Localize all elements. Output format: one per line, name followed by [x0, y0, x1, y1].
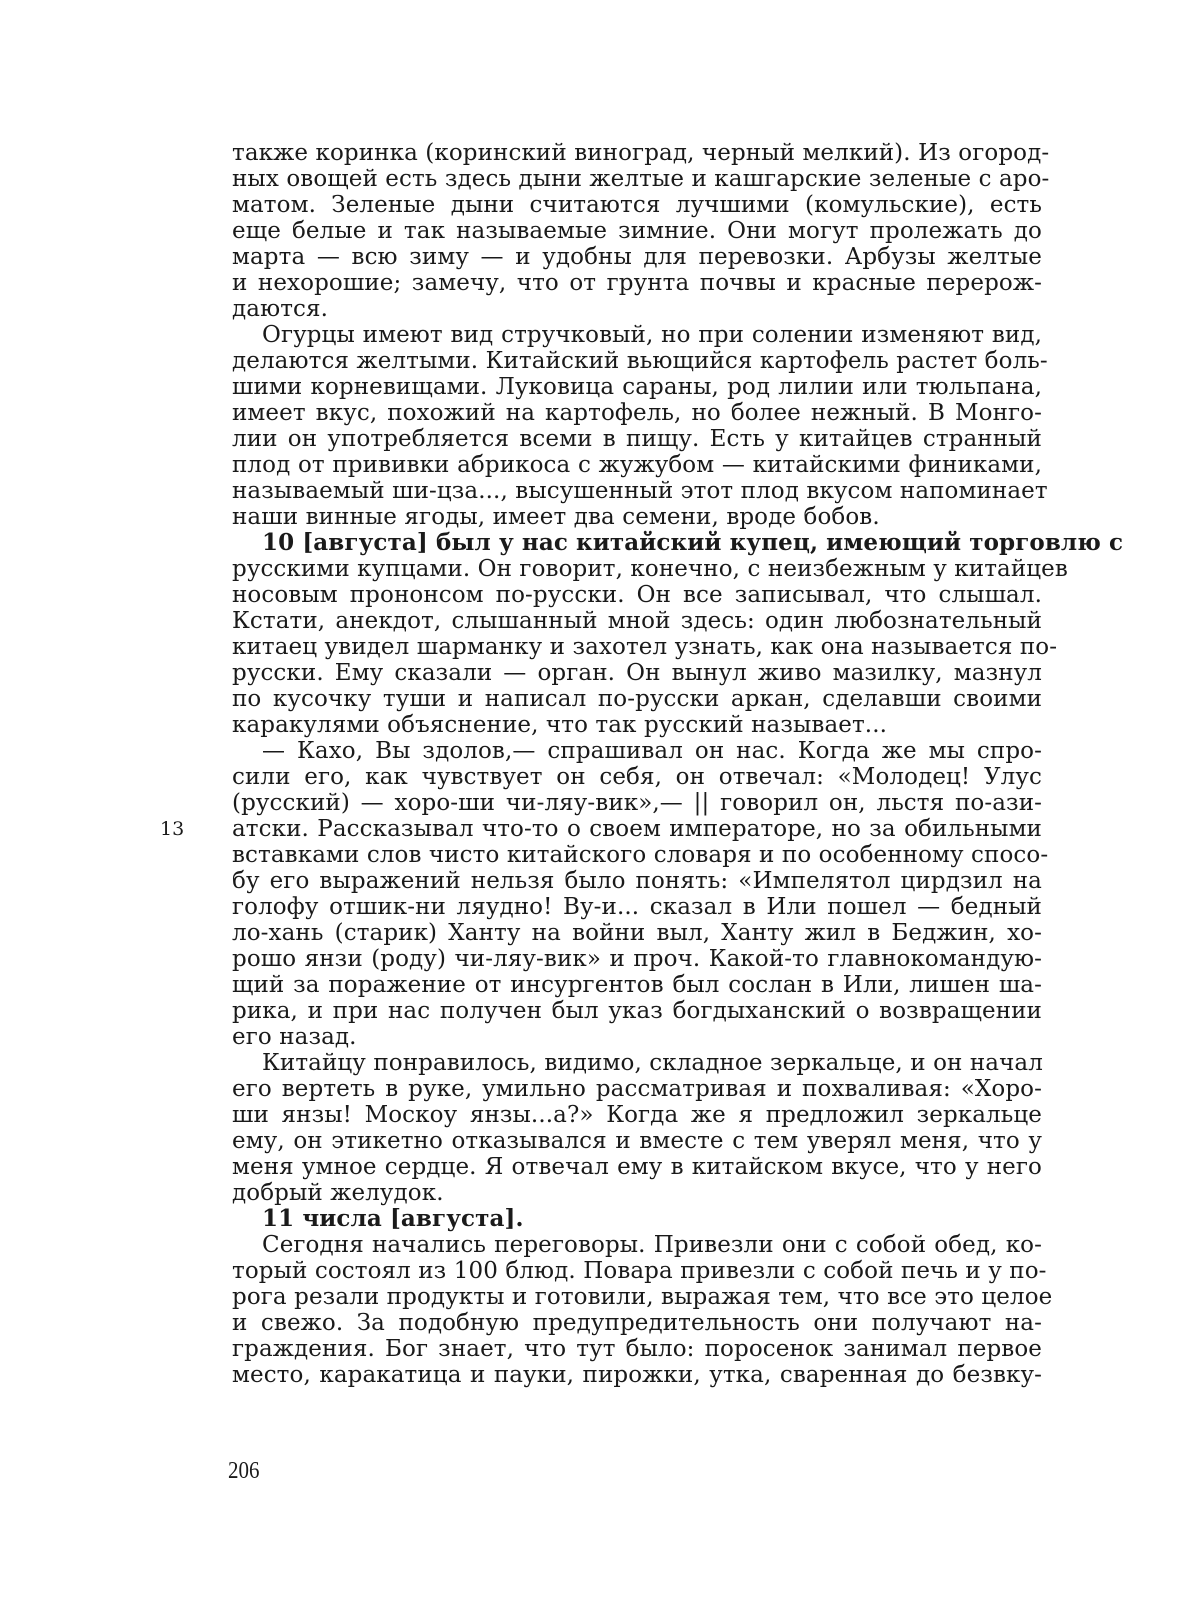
text-line: его назад.: [232, 1024, 357, 1050]
text-line: рика, и при нас получен был указ богдыханский о возвращении: [232, 998, 1042, 1024]
text-line: называемый ши-цза..., высушенный этот плод вкусом напоминает: [232, 478, 1048, 504]
text-line: и нехорошие; замечу, что от грунта почвы и красные перерож-: [232, 270, 1042, 296]
text-line: еще белые и так называемые зимние. Они могут пролежать до: [232, 218, 1042, 244]
text-line: ных овощей есть здесь дыни желтые и кашгарские зеленые с аро-: [232, 166, 1050, 192]
text-line: торый состоял из 100 блюд. Повара привезли с собой печь и у по-: [232, 1258, 1047, 1284]
text-line: меня умное сердце. Я отвечал ему в китайском вкусе, что у него: [232, 1154, 1042, 1180]
text-line: по кусочку туши и написал по-русски аркан, сделавши своими: [232, 686, 1042, 712]
text-line: также коринка (коринский виноград, черный мелкий). Из огород-: [232, 140, 1050, 166]
text-line: его вертеть в руке, умильно рассматривая и похваливая: «Хоро-: [232, 1076, 1042, 1102]
text-line: наши винные ягоды, имеет два семени, вроде бобов.: [232, 504, 880, 530]
text-line: рошо янзи (роду) чи-ляу-вик» и проч. Какой-то главнокомандую-: [232, 946, 1042, 972]
text-line: вставками слов чисто китайского словаря и по особенному спосо-: [232, 842, 1049, 868]
margin-page-reference: 13: [160, 818, 185, 840]
text-line: марта — всю зиму — и удобны для перевозки. Арбузы желтые: [232, 244, 1042, 270]
text-line: щий за поражение от инсургентов был сослан в Или, лишен ша-: [232, 972, 1042, 998]
text-line: ему, он этикетно отказывался и вместе с тем уверял меня, что у: [232, 1128, 1042, 1154]
text-line: рога резали продукты и готовили, выражая тем, что все это целое: [232, 1284, 1053, 1310]
text-line: носовым прононсом по-русски. Он все записывал, что слышал.: [232, 582, 1042, 608]
text-line: делаются желтыми. Китайский вьющийся картофель растет боль-: [232, 348, 1048, 374]
text-line: русски. Ему сказали — орган. Он вынул живо мазилку, мазнул: [232, 660, 1042, 686]
paragraph-first-line: Огурцы имеют вид стручковый, но при солении изменяют вид,: [262, 322, 1042, 348]
text-line: атски. Рассказывал что-то о своем императоре, но за обильными: [232, 816, 1042, 842]
text-line: лии он употребляется всеми в пищу. Есть у китайцев странный: [232, 426, 1042, 452]
text-line: добрый желудок.: [232, 1180, 444, 1206]
text-line: даются.: [232, 296, 329, 322]
text-line: шими корневищами. Луковица сараны, род лилии или тюльпана,: [232, 374, 1042, 400]
text-line: и свежо. За подобную предупредительность они получают на-: [232, 1310, 1042, 1336]
paragraph-first-line: — Кахо, Вы здолов,— спрашивал он нас. Когда же мы спро-: [262, 738, 1042, 764]
paragraph-first-line: 10 [августа] был у нас китайский купец, имеющий торговлю с: [262, 529, 1124, 556]
text-line: место, каракатица и пауки, пирожки, утка, сваренная до безвку-: [232, 1362, 1042, 1388]
text-line: плод от прививки абрикоса с жужубом — китайскими финиками,: [232, 452, 1042, 478]
text-line: граждения. Бог знает, что тут было: поросенок занимал первое: [232, 1336, 1042, 1362]
text-line: имеет вкус, похожий на картофель, но более нежный. В Монго-: [232, 400, 1042, 426]
paragraph-first-line: Сегодня начались переговоры. Привезли они с собой обед, ко-: [262, 1232, 1042, 1258]
text-line: сили его, как чувствует он себя, он отвечал: «Молодец! Улус: [232, 764, 1042, 790]
text-line: русскими купцами. Он говорит, конечно, с неизбежным у китайцев: [232, 556, 1068, 582]
text-line: китаец увидел шарманку и захотел узнать, как она называется по-: [232, 634, 1058, 660]
text-line: ши янзы! Москоу янзы...а?» Когда же я предложил зеркальце: [232, 1102, 1042, 1128]
page-body-text: [232, 140, 1124, 1388]
text-line: Кстати, анекдот, слышанный мной здесь: один любознательный: [232, 608, 1042, 634]
text-line: матом. Зеленые дыни считаются лучшими (комульские), есть: [232, 192, 1042, 218]
date-heading: 11 числа [августа].: [262, 1205, 524, 1232]
text-line: голофу отшик-ни ляудно! Ву-и... сказал в Или пошел — бедный: [232, 894, 1042, 920]
paragraph-first-line: Китайцу понравилось, видимо, складное зеркальце, и он начал: [262, 1050, 1043, 1076]
text-line: бу его выражений нельзя было понять: «Импелятол цирдзил на: [232, 868, 1042, 894]
text-line: (русский) — хоро-ши чи-ляу-вик»,— || говорил он, льстя по-ази-: [232, 790, 1042, 816]
text-line: ло-хань (старик) Ханту на войни выл, Ханту жил в Беджин, хо-: [232, 920, 1042, 946]
text-line: каракулями объяснение, что так русский называет...: [232, 712, 888, 738]
page-number: 206: [228, 1456, 260, 1484]
